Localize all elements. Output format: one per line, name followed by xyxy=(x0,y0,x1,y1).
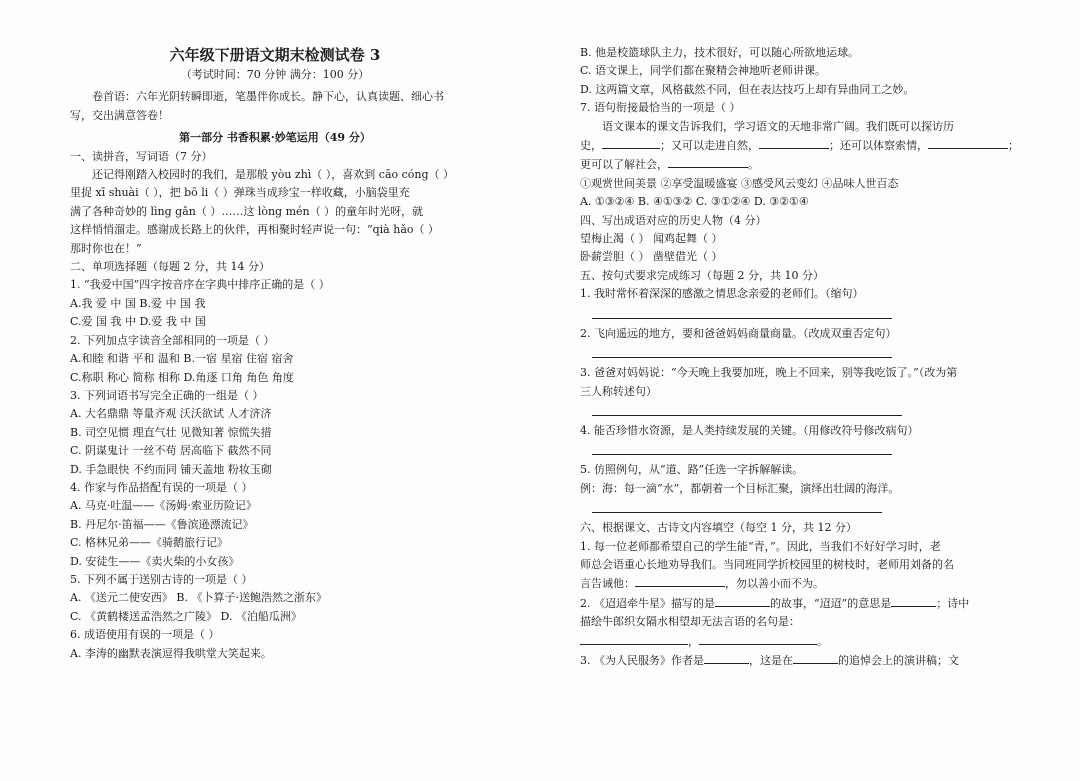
question-line: B. 司空见惯 理直气壮 见微知著 惊慌失措 xyxy=(70,425,272,439)
left-column xyxy=(70,40,480,663)
q6-option-b: B. 他是校篮球队主力，技术很好，可以随心所欲地运球。 xyxy=(580,46,860,59)
fill-line-4 xyxy=(580,594,985,613)
q7-heading: 7. 语句衔接最恰当的一项是（ ） xyxy=(580,101,741,115)
fill-line-1: 1. 每一位老师都希望自己的学生能“青，”。因此，当我们不好好学习时，老 xyxy=(580,539,941,553)
q7-options: A. ①③②④ B. ④①③② C. ③①②④ D. ③②①④ xyxy=(580,195,809,209)
pinyin-line: 满了各种奇妙的 lìng gǎn（ ）……这 lòng mén（ ）的童年时光呀，就 xyxy=(70,204,424,218)
q7-text: 更可以了解社会， xyxy=(580,158,668,172)
preface-line-1: 卷首语：六年光阴转瞬即逝，笔墨伴你成长。静下心，认真读题、细心书 xyxy=(92,90,444,104)
sentence-task-1: 1. 我时常怀着深深的感激之情思念亲爱的老师们。（缩句） xyxy=(580,287,864,301)
answer-line[interactable] xyxy=(592,500,882,513)
right-column xyxy=(580,44,1019,670)
section-six-heading: 六、根据课文、古诗文内容填空（每空 1 分，共 12 分） xyxy=(580,521,857,535)
q7-text: 。 xyxy=(748,158,759,172)
question-line: D. 安徒生——《卖火柴的小女孩》 xyxy=(70,554,240,568)
question-line: A. 大名鼎鼎 等量齐观 沃沃欲试 人才济济 xyxy=(70,407,272,421)
answer-blank[interactable] xyxy=(715,594,770,607)
sentence-task-4: 4. 能否珍惜水资源，是人类持续发展的关键。（用修改符号修改病句） xyxy=(580,423,919,437)
fill-line-7 xyxy=(580,651,985,670)
sentence-task-2: 2. 飞向遥远的地方，要和爸爸妈妈商量商量。（改成双重否定句） xyxy=(580,326,897,340)
section-five-heading: 五、按句式要求完成练习（每题 2 分，共 10 分） xyxy=(580,268,824,282)
fill-text: 2. 《迢迢牵牛星》描写的是 xyxy=(580,596,715,610)
fill-text: 3. 《为人民服务》作者是 xyxy=(580,653,704,667)
q7-text: ； xyxy=(1008,139,1019,153)
fill-text: 言告诫他： xyxy=(580,577,635,591)
answer-blank[interactable] xyxy=(635,574,725,587)
question-line: D. 手急眼快 不约而同 铺天盖地 粉妆玉砌 xyxy=(70,462,272,476)
q7-text: ；又可以走进自然， xyxy=(660,139,759,153)
question-line: A.我 爱 中 国 B.爱 中 国 我 xyxy=(70,296,206,310)
fill-line-5: 描绘牛郎织女隔水相望却无法言语的名句是： xyxy=(580,615,800,629)
pinyin-line: 这样悄悄溜走。感谢成长路上的伙伴，再相聚时轻声说一句：“qià hǎo（ ） xyxy=(70,223,439,237)
q7-text-line-1: 语文课本的课文告诉我们，学习语文的天地非常广阔。我们既可以探访历 xyxy=(602,119,954,133)
fill-line-2: 师总会语重心长地劝导我们。当同班同学折校园里的树枝时，老师用刘备的名 xyxy=(580,557,954,571)
q7-choices: ①观赏世间美景 ②享受温暖盛宴 ③感受风云变幻 ④品味人世百态 xyxy=(580,176,899,190)
answer-line[interactable] xyxy=(592,403,902,416)
question-line: C. 《黄鹤楼送孟浩然之广陵》 D. 《泊船瓜洲》 xyxy=(70,609,302,623)
answer-blank[interactable] xyxy=(793,651,838,664)
preface-line-2: 写，交出满意答卷！ xyxy=(70,108,169,122)
fill-line-6: ， 。 xyxy=(580,632,985,651)
answer-blank[interactable] xyxy=(891,594,936,607)
pinyin-line: 里捉 xī shuài（ ），把 bō li（ ）弹珠当成珍宝一样收藏，小脑袋里充 xyxy=(70,186,410,200)
answer-blank[interactable] xyxy=(699,632,817,645)
question-line: C.爱 国 我 中 D.爱 我 中 国 xyxy=(70,315,206,329)
question-line: 6. 成语使用有误的一项是（ ） xyxy=(70,628,220,642)
question-line: C. 阴谋鬼计 一丝不苟 居高临下 截然不同 xyxy=(70,444,272,458)
q6-option-c: C. 语文课上，同学们都在聚精会神地听老师讲课。 xyxy=(580,64,827,78)
answer-blank[interactable] xyxy=(602,136,660,149)
answer-blank[interactable] xyxy=(704,651,749,664)
question-line: B. 丹尼尔·笛福——《鲁滨逊漂流记》 xyxy=(70,517,254,531)
fill-text: ；诗中 xyxy=(936,596,970,610)
q7-text: ；还可以体察索情， xyxy=(829,139,928,153)
exam-subtitle: （考试时间：70 分钟 满分：100 分） xyxy=(180,68,370,81)
q7-text-line-2 xyxy=(580,136,1019,155)
q6-option-d: D. 这两篇文章，风格截然不同，但在表达技巧上却有异曲同工之妙。 xyxy=(580,82,915,96)
fill-text: 的追悼会上的演讲稿；文 xyxy=(838,653,959,667)
question-line: 5. 下列不属于送别古诗的一项是（ ） xyxy=(70,572,253,586)
fill-line-3 xyxy=(580,574,985,593)
question-line: A. 李涛的幽默表演逗得我哄堂大笑起来。 xyxy=(70,646,272,660)
question-line: C. 格林兄弟——《骑鹅旅行记》 xyxy=(70,536,229,550)
sentence-task-5-example: 例：海：每一滴“水”，都朝着一个目标汇聚，演绎出壮阔的海洋。 xyxy=(580,481,900,495)
answer-line[interactable] xyxy=(592,345,892,358)
part-one-heading: 第一部分 书香积累·妙笔运用（49 分） xyxy=(179,131,371,145)
q7-text-line-3 xyxy=(580,155,985,174)
answer-line[interactable] xyxy=(592,442,892,455)
idiom-line: 望梅止渴（ ） 闻鸡起舞（ ） xyxy=(580,232,723,246)
sentence-task-3: 3. 爸爸对妈妈说：“今天晚上我要加班，晚上不回来，别等我吃饭了。”（改为第 xyxy=(580,366,958,380)
question-line: C.称职 称心 简称 相称 D.角逐 口角 角色 角度 xyxy=(70,370,294,384)
sentence-task-3-cont: 三人称转述句） xyxy=(580,384,657,398)
pinyin-line: 还记得刚踏入校园时的我们，是那般 yòu zhì（ ），喜欢到 cāo cóng（ ） xyxy=(92,168,455,182)
question-line: A. 《送元二使安西》 B. 《卜算子·送鲍浩然之浙东》 xyxy=(70,591,328,605)
question-line: A.和睦 和谐 平和 温和 B.一宿 星宿 住宿 宿舍 xyxy=(70,352,294,366)
answer-line[interactable] xyxy=(592,306,892,319)
section-two-heading: 二、单项选择题（每题 2 分，共 14 分） xyxy=(70,260,270,274)
question-line: A. 马克·吐温——《汤姆·索亚历险记》 xyxy=(70,499,257,513)
question-line: 3. 下列词语书写完全正确的一组是（ ） xyxy=(70,388,264,402)
question-line: 2. 下列加点字读音全部相同的一项是（ ） xyxy=(70,333,275,347)
q7-text: 史， xyxy=(580,139,602,153)
fill-text: 的故事，“迢迢”的意思是 xyxy=(770,596,892,610)
idiom-line: 卧薪尝胆（ ） 凿壁借光（ ） xyxy=(580,250,723,264)
question-line: 4. 作家与作品搭配有误的一项是（ ） xyxy=(70,480,253,494)
fill-text: ，这是在 xyxy=(749,653,793,667)
exam-title: 六年级下册语文期末检测试卷 3 xyxy=(169,46,381,64)
section-one-heading: 一、读拼音，写词语（7 分） xyxy=(70,149,213,163)
answer-blank[interactable] xyxy=(668,155,748,168)
answer-blank[interactable] xyxy=(580,632,688,645)
question-line: 1. “我爱中国”四字按音序在字典中排序正确的是（ ） xyxy=(70,278,330,292)
answer-blank[interactable] xyxy=(759,136,829,149)
section-four-heading: 四、写出成语对应的历史人物（4 分） xyxy=(580,213,767,227)
pinyin-line: 那时你也在！” xyxy=(70,241,142,255)
fill-text: ，勿以善小而不为。 xyxy=(725,577,824,591)
sentence-task-5: 5. 仿照例句，从“道、路”任选一字拆解解读。 xyxy=(580,463,804,477)
answer-blank[interactable] xyxy=(928,136,1008,149)
